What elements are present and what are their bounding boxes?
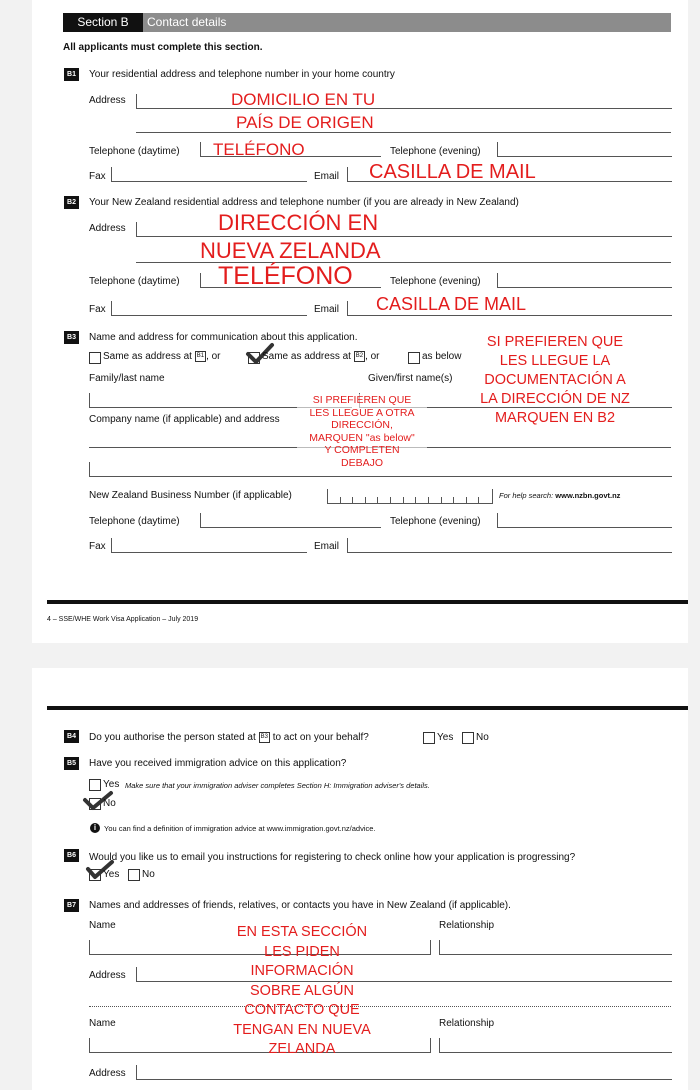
b3-opt2-text: Same as address at: [262, 351, 351, 363]
b3-same-b2-label: [262, 351, 380, 362]
b3-note-mid: [297, 394, 427, 469]
b3-note-right-line: DOCUMENTACIÓN A: [484, 372, 626, 388]
b3-note-right-line: MARQUEN EN B2: [494, 410, 616, 426]
b7-note-line: SOBRE ALGÚN: [250, 982, 354, 999]
b7-note-line: EN ESTA SECCIÓN: [236, 924, 368, 940]
nzbn-tick: [377, 497, 378, 503]
b3-ref-b1: B1: [195, 351, 206, 362]
b2-fax-label: Fax: [89, 304, 106, 315]
b4-question: [89, 732, 369, 743]
b7-address-label-2: Address: [89, 1068, 126, 1079]
form-page-2: [32, 668, 688, 1090]
b3-question: Name and address for communication about this application.: [89, 332, 358, 343]
nzbn-tick: [466, 497, 467, 503]
b2-note-phone: TELÉFONO: [218, 262, 353, 290]
b6-yes-label: Yes: [103, 869, 120, 880]
b1-phone-eve-field[interactable]: [497, 142, 672, 157]
b3-phone-day-label: Telephone (daytime): [89, 516, 180, 527]
b1-address-field-1[interactable]: [136, 94, 672, 109]
b7-name-label-1: Name: [89, 920, 116, 931]
b1-email-label: Email: [314, 171, 340, 182]
b6-no-label: No: [142, 869, 155, 880]
b5-no-label: No: [103, 798, 116, 809]
b1-note-address-1: DOMICILIO EN TU: [231, 90, 376, 109]
nzbn-tick: [352, 497, 353, 503]
b1-fax-field[interactable]: [111, 167, 307, 182]
b4-q-post: to act on your behalf?: [272, 732, 369, 744]
b3-note-mid-line: MARQUEN "as below": [309, 431, 415, 444]
b4-yes-label: Yes: [437, 732, 454, 743]
b6-no-checkbox[interactable]: [128, 869, 140, 881]
b3-help-link[interactable]: www.nzbn.govt.nz: [555, 491, 621, 500]
page2-top-rule: [47, 706, 688, 710]
b7-address-field-1[interactable]: [136, 967, 672, 982]
b5-yes-note: Make sure that your immigration adviser completes Section H: Immigration adviser's details.: [125, 781, 430, 790]
b3-opt1-text: Same as address at: [103, 351, 192, 363]
badge-b4: B4: [64, 730, 79, 743]
b3-email-label: Email: [314, 541, 340, 552]
b6-question: Would you like us to email you instructions for registering to check online how your application is progressing?: [89, 852, 576, 863]
section-title: Contact details: [143, 13, 671, 32]
b3-given-label: Given/first name(s): [368, 373, 453, 384]
b3-email-field[interactable]: [347, 538, 672, 553]
b7-note-line: INFORMACIÓN: [250, 963, 354, 979]
b1-address-field-2[interactable]: [136, 118, 671, 133]
b3-help-pre: For help search:: [499, 491, 556, 500]
b3-help-text: [499, 491, 620, 500]
b3-as-below-checkbox[interactable]: [408, 352, 420, 364]
b1-phone-eve-label: Telephone (evening): [390, 146, 481, 157]
b3-note-right-line: LA DIRECCIÓN DE NZ: [480, 391, 630, 407]
badge-b2: B2: [64, 196, 79, 209]
b3-note-mid-line: DIRECCIÓN,: [331, 419, 393, 431]
b4-no-label: No: [476, 732, 489, 743]
b7-address-field-2[interactable]: [136, 1065, 672, 1080]
nzbn-tick: [340, 497, 341, 503]
b2-question: Your New Zealand residential address and telephone number (if you are already in New Zealand): [89, 197, 519, 208]
nzbn-tick: [453, 497, 454, 503]
b3-note-right-line: SI PREFIEREN QUE: [486, 334, 624, 350]
nzbn-tick: [415, 497, 416, 503]
nzbn-tick: [428, 497, 429, 503]
b3-family-label: Family/last name: [89, 373, 165, 384]
b3-opt2-post: , or: [365, 351, 380, 363]
b3-note-mid-line: LES LLEGUE A OTRA: [309, 406, 415, 419]
b7-note: [222, 923, 382, 1060]
b3-as-below-label: as below: [422, 351, 462, 362]
b2-phone-eve-label: Telephone (evening): [390, 276, 481, 287]
b2-phone-eve-field[interactable]: [497, 273, 672, 288]
info-icon: i: [90, 823, 100, 833]
nzbn-tick: [478, 497, 479, 503]
b2-email-label: Email: [314, 304, 340, 315]
section-intro: All applicants must complete this section.: [63, 42, 263, 53]
b1-address-label: Address: [89, 95, 126, 106]
b4-ref-b3: B3: [259, 732, 270, 743]
nzbn-tick: [390, 497, 391, 503]
b7-note-line: ZELANDA: [268, 1041, 336, 1057]
b5-yes-label: Yes: [103, 779, 120, 790]
b3-note-mid-line: SI PREFIEREN QUE: [312, 394, 412, 406]
b1-fax-label: Fax: [89, 171, 106, 182]
b7-name-label-2: Name: [89, 1018, 116, 1029]
b1-note-address-2: PAÍS DE ORIGEN: [236, 113, 374, 132]
b3-fax-label: Fax: [89, 541, 106, 552]
nzbn-tick: [403, 497, 404, 503]
b4-no-checkbox[interactable]: [462, 732, 474, 744]
b1-note-email: CASILLA DE MAIL: [369, 161, 536, 183]
section-label: Section B: [63, 13, 143, 32]
b1-question: Your residential address and telephone number in your home country: [89, 69, 395, 80]
badge-b6: B6: [64, 849, 79, 862]
b2-note-address-2: NUEVA ZELANDA: [200, 238, 381, 263]
b3-note-mid-line: Y COMPLETEN: [324, 444, 400, 456]
b3-phone-eve-label: Telephone (evening): [390, 516, 481, 527]
b7-relationship-label-2: Relationship: [439, 1018, 495, 1029]
b7-relationship-label-1: Relationship: [439, 920, 495, 931]
b4-yes-checkbox[interactable]: [423, 732, 435, 744]
nzbn-tick: [365, 497, 366, 503]
b3-nzbn-label: New Zealand Business Number (if applicable): [89, 490, 292, 501]
b7-address-label-1: Address: [89, 970, 126, 981]
nzbn-tick: [441, 497, 442, 503]
b3-same-b1-label: [103, 351, 221, 362]
b3-fax-field[interactable]: [111, 538, 307, 553]
badge-b1: B1: [64, 68, 79, 81]
b3-note-right-line: LES LLEGUE LA: [499, 353, 611, 369]
b2-note-email: CASILLA DE MAIL: [376, 294, 527, 314]
b3-note-mid-line: DEBAJO: [340, 456, 383, 469]
badge-b5: B5: [64, 757, 79, 770]
b3-company-label: Company name (if applicable) and address: [89, 414, 280, 425]
footer-rule: [47, 600, 688, 604]
b3-same-b1-checkbox[interactable]: [89, 352, 101, 364]
b7-note-line: CONTACTO QUE: [244, 1002, 360, 1018]
b7-note-line: LES PIDEN: [264, 943, 340, 960]
b3-opt1-post: , or: [206, 351, 221, 363]
nzbn-tick-marks: [327, 489, 491, 503]
b3-ref-b2: B2: [354, 351, 365, 362]
badge-b7: B7: [64, 899, 79, 912]
b5-question: Have you received immigration advice on this application?: [89, 758, 347, 769]
b3-phone-day-field[interactable]: [200, 513, 381, 528]
b7-relationship-field-2[interactable]: [439, 1038, 672, 1053]
b3-phone-eve-field[interactable]: [497, 513, 672, 528]
b5-info-text: You can find a definition of immigration advice at www.immigration.govt.nz/advice.: [104, 824, 376, 833]
b3-note-right: [470, 333, 640, 428]
b4-q-pre: Do you authorise the person stated at: [89, 732, 256, 744]
b2-phone-day-label: Telephone (daytime): [89, 276, 180, 287]
b1-note-phone: TELÉFONO: [213, 140, 305, 159]
b2-note-address-1: DIRECCIÓN EN: [218, 210, 379, 235]
badge-b3: B3: [64, 331, 79, 344]
form-page-1: [32, 0, 688, 643]
b1-phone-day-label: Telephone (daytime): [89, 146, 180, 157]
b2-address-field-1[interactable]: [136, 222, 672, 237]
b7-relationship-field-1[interactable]: [439, 940, 672, 955]
footer-text: 4 – SSE/WHE Work Visa Application – July 2019: [47, 616, 199, 623]
b7-note-line: TENGAN EN NUEVA: [233, 1021, 371, 1038]
b2-address-label: Address: [89, 223, 126, 234]
b7-question: Names and addresses of friends, relatives, or contacts you have in New Zealand (if applicable).: [89, 900, 511, 911]
b2-fax-field[interactable]: [111, 301, 307, 316]
